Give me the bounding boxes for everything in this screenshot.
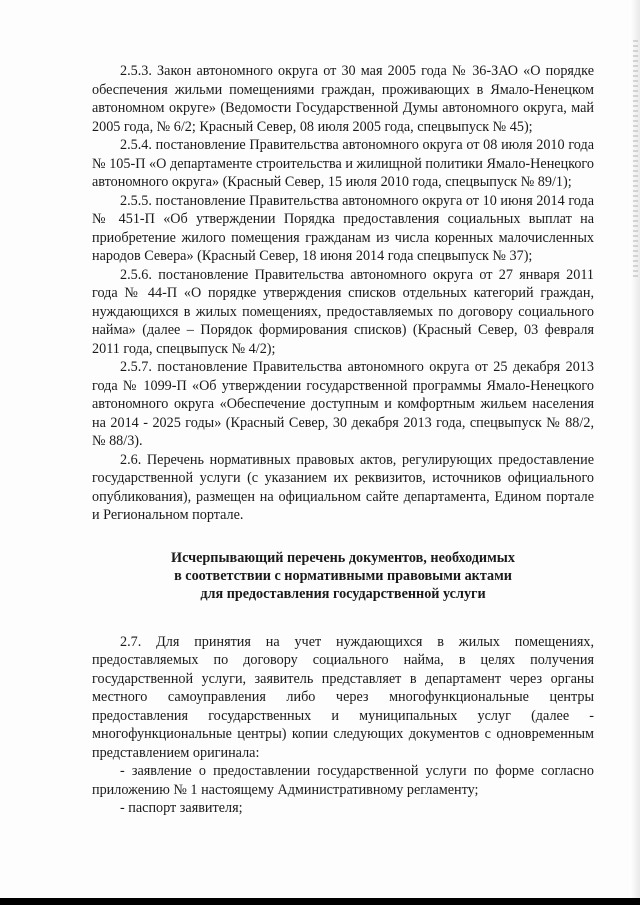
paragraph-2-5-3: 2.5.3. Закон автономного округа от 30 мая 2005 года № 36-ЗАО «О порядке обеспечения жильми помещениями граждан, проживающих в Ямало-Ненецком автономном округе» (Ведомости Государственной Думы автономного округа, май 2005 года, № 6/2; Красный Север, 08 июля 2005 года, спецвыпуск № 45); [92, 63, 594, 135]
paragraph-2-7: 2.7. Для принятия на учет нуждающихся в жилых помещениях, предоставляемых по договору социального найма, в целях получения государственной услуги, заявитель представляет в департамент через органы местного самоуправления либо через многофункциональные центры предоставления государственных и муниципальных услуг (далее - многофункциональные центры) копии следующих документов с одновременным представлением оригинала: [92, 633, 594, 761]
section-heading [92, 549, 594, 603]
heading-line-3: для предоставления государственной услуги [200, 585, 486, 602]
paragraph-2-5-4: 2.5.4. постановление Правительства автономного округа от 08 июля 2010 года № 105-П «О департаменте строительства и жилищной политики Ямало-Ненецкого автономного округа» (Красный Север, 15 июля 2010 года, спецвыпуск № 89/1); [92, 137, 594, 190]
heading-line-2: в соответствии с нормативными правовыми актами [174, 567, 512, 584]
heading-line-1: Исчерпывающий перечень документов, необходимых [171, 549, 515, 566]
scan-edge-marks [633, 40, 638, 280]
paragraph-2-6: 2.6. Перечень нормативных правовых актов, регулирующих предоставление государственной услуги (с указанием их реквизитов, источников официального опубликования), размещен на официальном сайте департамента, Едином портале и Региональном портале. [92, 451, 594, 523]
document-body [92, 62, 594, 818]
paragraph-2-5-6: 2.5.6. постановление Правительства автономного округа от 27 января 2011 года № 44-П «О порядке утверждения списков отдельных категорий граждан, нуждающихся в жилых помещениях, предоставляемых по договору социального найма» (далее – Порядок формирования списков) (Красный Север, 03 февраля 2011 года, спецвыпуск № 4/2); [92, 266, 594, 357]
list-item-application: - заявление о предоставлении государственной услуги по форме согласно приложению № 1 настоящему Административному регламенту; [92, 763, 594, 798]
paragraph-2-5-5: 2.5.5. постановление Правительства автономного округа от 10 июня 2014 года № 451-П «Об утверждении Порядка предоставления социальных выплат на приобретение жилого помещения гражданам из числа коренных малочисленных народов Севера» (Красный Север, 18 июня 2014 года спецвыпуск № 37); [92, 192, 594, 264]
scan-bottom-bar [0, 898, 640, 905]
paragraph-2-5-7: 2.5.7. постановление Правительства автономного округа от 25 декабря 2013 года № 1099-П «Об утверждении государственной программы Ямало-Ненецкого автономного округа «Обеспечение доступным и комфортным жильем населения на 2014 - 2025 годы» (Красный Север, 30 декабря 2013 года, спецвыпуск № 88/2, № 88/3). [92, 359, 594, 449]
list-item-passport: - паспорт заявителя; [120, 800, 243, 816]
